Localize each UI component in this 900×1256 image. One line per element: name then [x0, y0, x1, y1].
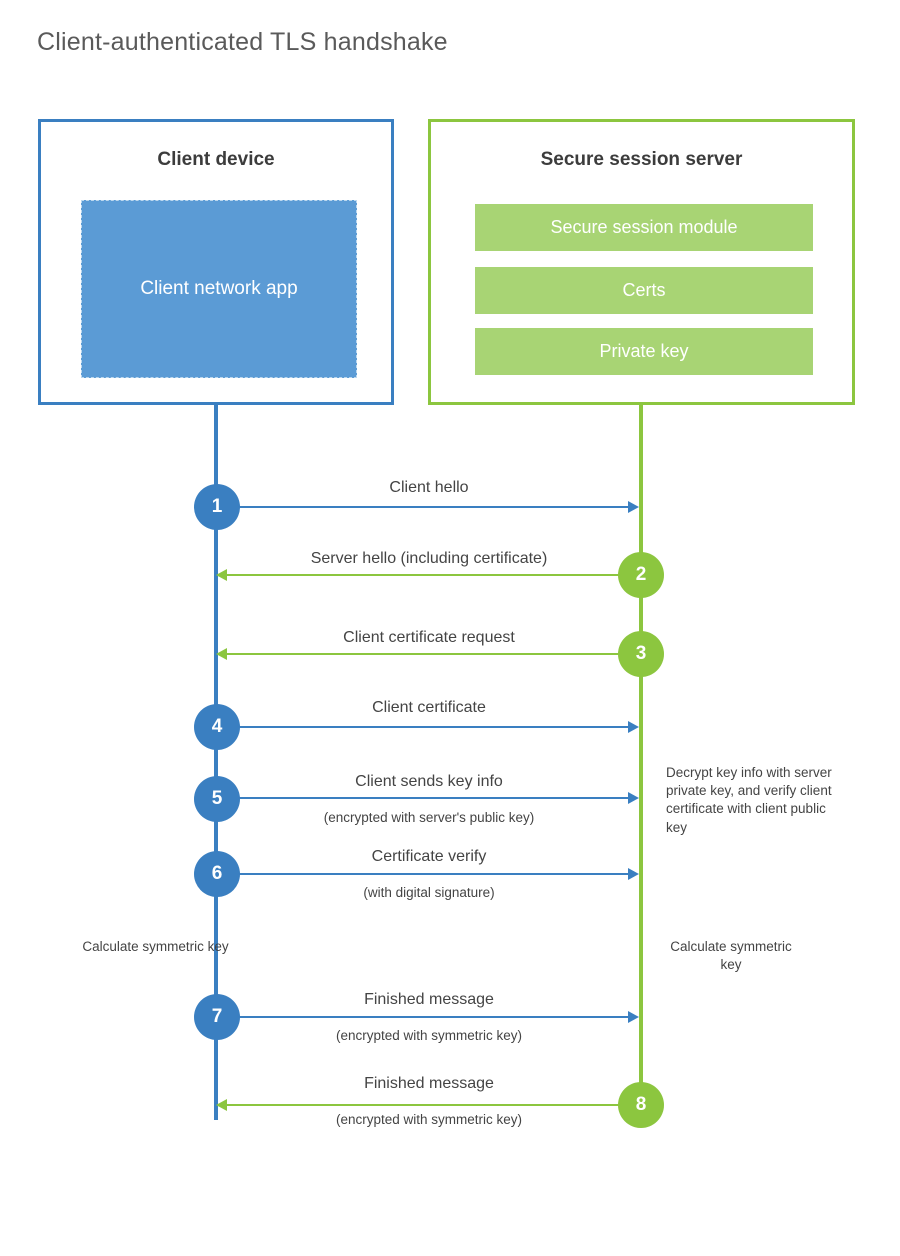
client-calculate-note: Calculate symmetric key [82, 939, 229, 954]
message-6-sublabel: (with digital signature) [363, 885, 495, 900]
step-badge-5: 5 [194, 776, 240, 822]
server-component-secure-session-module: Secure session module [475, 204, 813, 251]
message-3-label: Client certificate request [343, 629, 515, 646]
client-device-box [38, 119, 394, 405]
message-1-arrow-head [628, 501, 639, 513]
message-8-label: Finished message [364, 1075, 494, 1092]
step-badge-2: 2 [618, 552, 664, 598]
message-4-arrow-head [628, 721, 639, 733]
page-title: Client-authenticated TLS handshake [37, 28, 448, 56]
message-6-label: Certificate verify [371, 848, 487, 865]
message-8-sublabel: (encrypted with symmetric key) [335, 1112, 523, 1127]
step-badge-1: 1 [194, 484, 240, 530]
message-2-arrow-line [225, 574, 639, 576]
message-5-arrow-line [216, 797, 628, 799]
message-5-label: Client sends key info [355, 773, 503, 790]
client-device-title: Client device [157, 149, 275, 170]
secure-session-server-title: Secure session server [540, 149, 743, 170]
message-2-arrow-head [216, 569, 227, 581]
message-4-arrow-line [216, 726, 628, 728]
server-decrypt-note: Decrypt key info with server private key, and verify client certificate with client public key [666, 765, 832, 835]
secure-session-server-box [428, 119, 855, 405]
message-3-arrow-head [216, 648, 227, 660]
message-1-arrow-line [216, 506, 628, 508]
message-7-sublabel: (encrypted with symmetric key) [335, 1028, 523, 1043]
server-component-certs: Certs [475, 267, 813, 314]
message-8-arrow-line [225, 1104, 639, 1106]
step-badge-7: 7 [194, 994, 240, 1040]
step-badge-3: 3 [618, 631, 664, 677]
message-7-arrow-line [216, 1016, 628, 1018]
message-2-label: Server hello (including certificate) [310, 550, 548, 567]
step-badge-8: 8 [618, 1082, 664, 1128]
server-calculate-note: Calculate symmetric key [670, 939, 792, 973]
message-5-sublabel: (encrypted with server's public key) [323, 810, 535, 825]
message-8-arrow-head [216, 1099, 227, 1111]
step-badge-4: 4 [194, 704, 240, 750]
client-network-app-block: Client network app [81, 200, 357, 378]
message-5-arrow-head [628, 792, 639, 804]
message-6-arrow-line [216, 873, 628, 875]
server-component-private-key: Private key [475, 328, 813, 375]
message-3-arrow-line [225, 653, 639, 655]
message-6-arrow-head [628, 868, 639, 880]
message-1-label: Client hello [389, 479, 469, 496]
message-7-arrow-head [628, 1011, 639, 1023]
message-7-label: Finished message [364, 991, 494, 1008]
step-badge-6: 6 [194, 851, 240, 897]
message-4-label: Client certificate [372, 699, 486, 716]
